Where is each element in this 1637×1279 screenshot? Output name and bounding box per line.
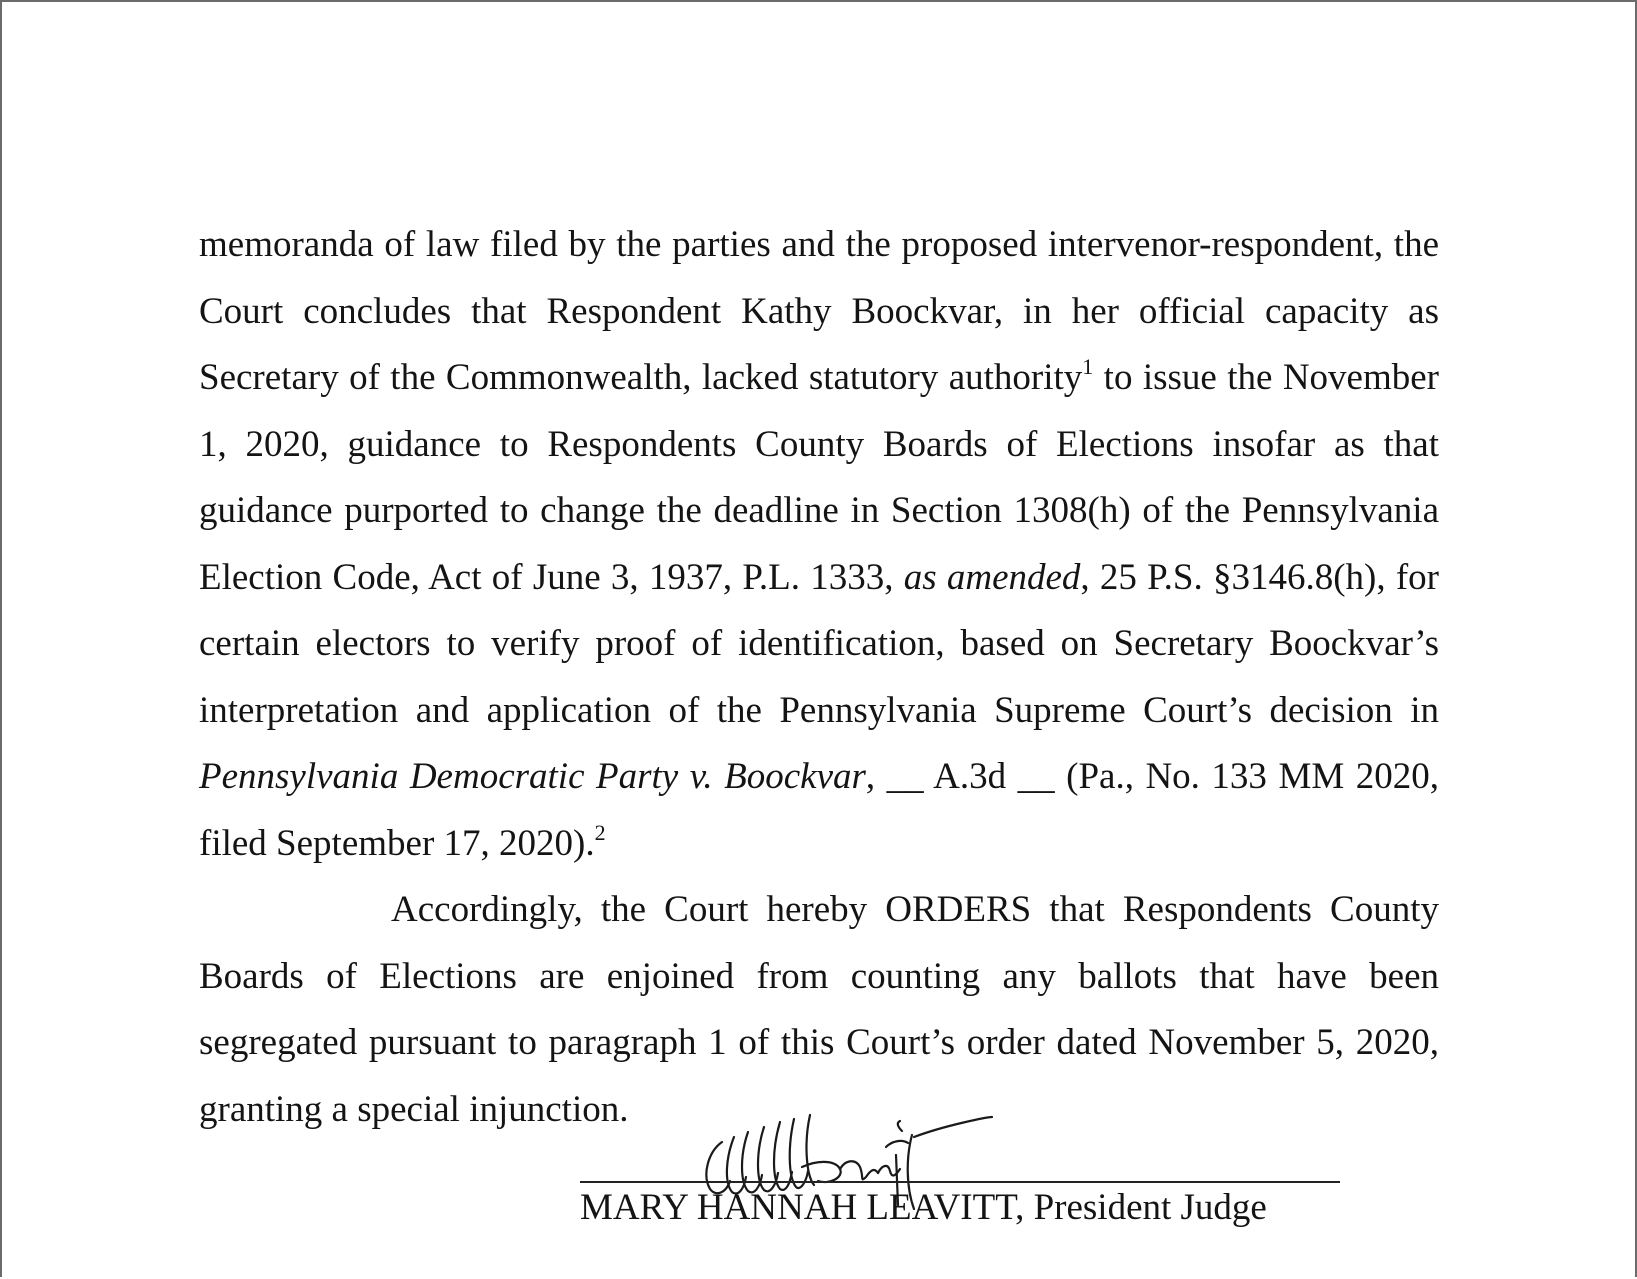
paragraph-conclusion [199,212,1439,877]
case-citation: Pennsylvania Democratic Party v. Boockvar [199,756,866,797]
signature-line [580,1181,1340,1183]
paragraph-text: , __ A.3d __ (Pa., No. 133 MM 2020, filed September 17, 2020). [199,756,1439,864]
signature-block [580,1087,1340,1237]
italic-phrase: as amended [903,556,1081,598]
paragraph-text: memoranda of law filed by the parties and the proposed intervenor-respondent, the Court concludes that Respondent Kathy Boockvar, in her official capacity as Secretary of the Commonwealth, lacked statutory authority [199,224,1439,398]
footnote-reference-2: 2 [594,819,606,845]
order-body-text [199,212,1439,1143]
paragraph-order: Accordingly, the Court hereby ORDERS that Respondents County Boards of Elections are enjoined from counting any ballots that have been segregated pursuant to paragraph 1 of this Court’s order dated November 5, 2020, granting a special injunction. [199,889,1439,1130]
signer-name-title: MARY HANNAH LEAVITT, President Judge [580,1187,1267,1228]
paragraph-text: to issue the November 1, 2020, guidance to Respondents County Boards of Elections insofar as that guidance purported to change the deadline in Section 1308(h) of the Pennsylvania Election Code, Act of June 3, 1937, P.L. 1333, [199,357,1439,598]
footnote-reference-1: 1 [1082,354,1094,379]
paragraph-text: , 25 P.S. §3146.8(h), for certain electors to verify proof of identification, based on Secretary Boockvar’s interpretation and application of the Pennsylvania Supreme Court’s decision in [199,556,1439,731]
